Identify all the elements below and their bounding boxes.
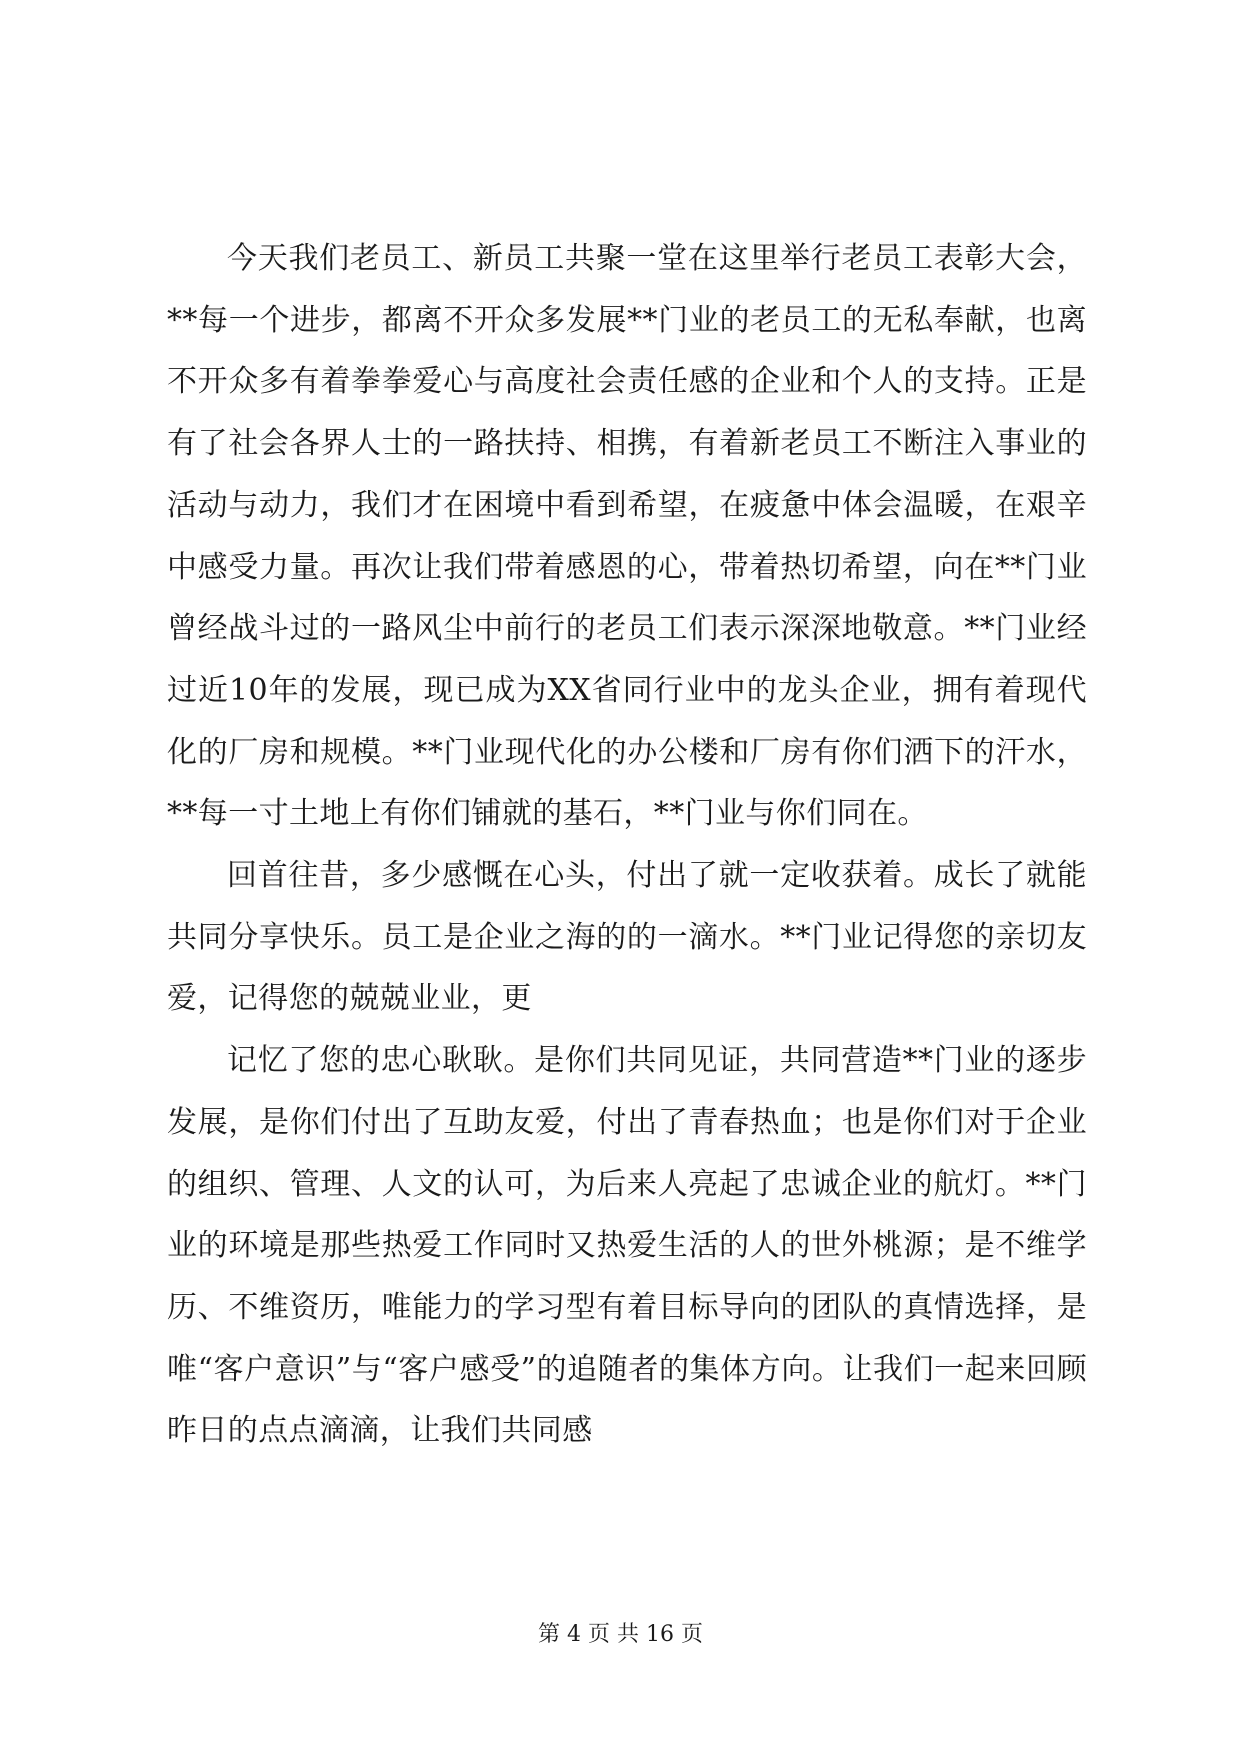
paragraph-2: 回首往昔，多少感慨在心头，付出了就一定收获着。成长了就能共同分享快乐。员工是企业之海的的一滴水。**门业记得您的亲切友爱，记得您的兢兢业业，更 xyxy=(167,858,1087,1017)
paragraph-1: 今天我们老员工、新员工共聚一堂在这里举行老员工表彰大会，**每一个进步，都离不开众多发展**门业的老员工的无私奉献，也离不开众多有着拳拳爱心与高度社会责任感的企业和个人的支持。正是有了社会各界人士的一路扶持、相携，有着新老员工不断注入事业的活动与动力，我们才在困境中看到希望，在疲惫中体会温暖，在艰辛中感受力量。再次让我们带着感恩的心，带着热切希望，向在**门业曾经战斗过的一路风尘中前行的老员工们表示深深地敬意。**门业经过近10年的发展，现已成为XX省同行业中的龙头企业，拥有着现代化的厂房和规模。**门业现代化的办公楼和厂房有你们洒下的汗水，**每一寸土地上有你们铺就的基石，**门业与你们同在。 xyxy=(167,241,1087,832)
paragraph-3: 记忆了您的忠心耿耿。是你们共同见证，共同营造**门业的逐步发展，是你们付出了互助友爱，付出了青春热血；也是你们对于企业的组织、管理、人文的认可，为后来人亮起了忠诚企业的航灯。**门业的环境是那些热爱工作同时又热爱生活的人的世外桃源；是不维学历、不维资历，唯能力的学习型有着目标导向的团队的真情选择，是唯“客户意识”与“客户感受”的追随者的集体方向。让我们一起来回顾昨日的点点滴滴，让我们共同感 xyxy=(167,1043,1087,1449)
document-body xyxy=(167,228,1087,1462)
page-footer: 第 4 页 共 16 页 xyxy=(538,1622,703,1647)
